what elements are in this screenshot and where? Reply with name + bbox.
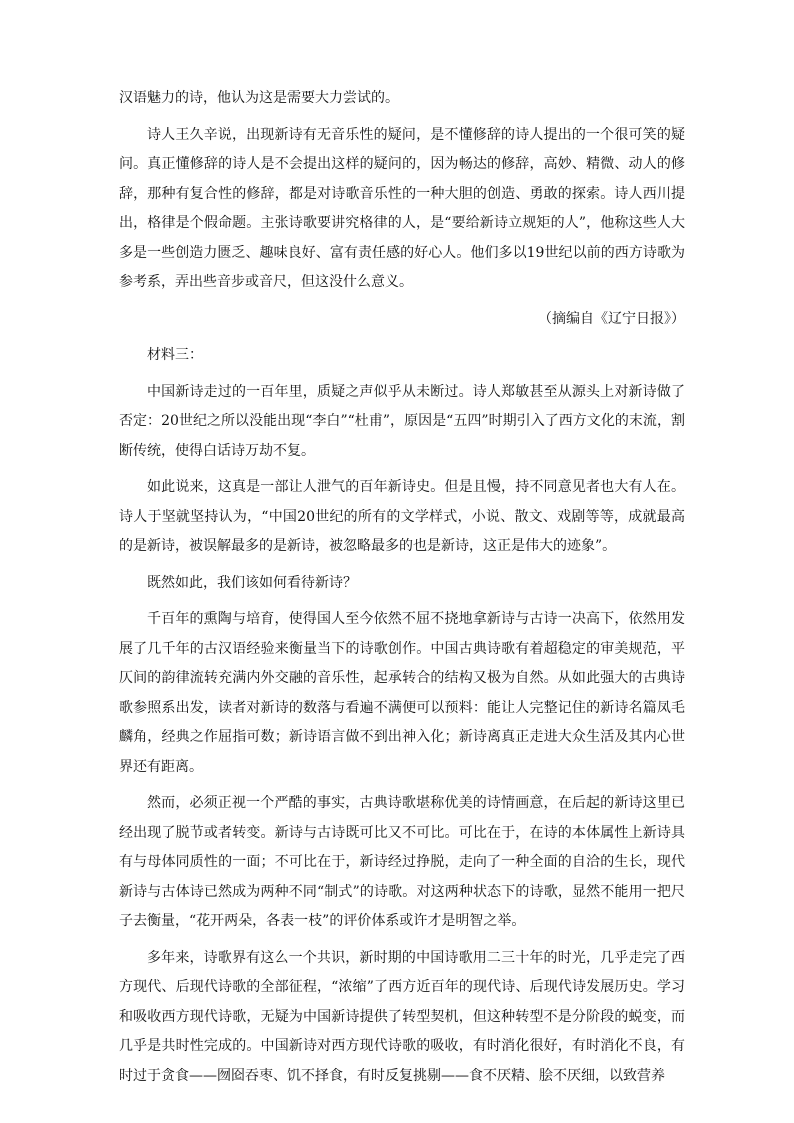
paragraph-8: 然而，必须正视一个严酷的事实，古典诗歌堪称优美的诗情画意，在后起的新诗这里已经出现了脱节或者转变。新诗与古诗既可比又不可比。可比在于，在诗的本体属性上新诗具有与母体同质性的一面；不可比在于，新诗经过挣脱，走向了一种全面的自洽的生长，现代新诗与古体诗已然成为两种不同“制式”的诗歌。对这两种状态下的诗歌，显然不能用一把尺子去衡量，“花开两朵，各表一枝”的评价体系或许才是明智之举。 — [119, 795, 685, 929]
paragraph-2: 诗人王久辛说，出现新诗有无音乐性的疑问，是不懂修辞的诗人提出的一个很可笑的疑问。真正懂修辞的诗人是不会提出这样的疑问的，因为畅达的修辞，高妙、精微、动人的修辞，那种有复合性的修辞，都是对诗歌音乐性的一种大胆的创造、勇敢的探索。诗人西川提出，格律是个假命题。主张诗歌要讲究格律的人，是“要给新诗立规矩的人”，他称这些人大多是一些创造力匮乏、趣味良好、富有责任感的好心人。他们多以19世纪以前的西方诗歌为参考系，弄出些音步或音尺，但这没什么意义。 — [119, 126, 685, 290]
paragraph-5: 如此说来，这真是一部让人泄气的百年新诗史。但是且慢，持不同意见者也大有人在。诗人于坚就坚持认为，“中国20世纪的所有的文学样式，小说、散文、戏剧等等，成就最高的是新诗，被误解最多的是新诗，被忽略最多的也是新诗，这正是伟大的迹象”。 — [119, 479, 685, 554]
paragraph-7: 千百年的熏陶与培育，使得国人至今依然不屈不挠地拿新诗与古诗一决高下，依然用发展了几千年的古汉语经验来衡量当下的诗歌创作。中国古典诗歌有着超稳定的审美规范，平仄间的韵律流转充满内外交融的音乐性，起承转合的结构又极为自然。从如此强大的古典诗歌参照系出发，读者对新诗的数落与看遍不满便可以预料：能让人完整记住的新诗名篇凤毛麟角，经典之作屈指可数；新诗语言做不到出神入化；新诗离真正走进大众生活及其内心世界还有距离。 — [119, 611, 685, 775]
paragraph-1: 汉语魅力的诗，他认为这是需要大力尝试的。 — [119, 90, 399, 106]
paragraph-6: 既然如此，我们该如何看待新诗？ — [147, 574, 357, 591]
material-three-heading: 材料三： — [147, 347, 203, 363]
source-citation: （摘编自《辽宁日报》） — [538, 310, 685, 327]
paragraph-4: 中国新诗走过的一百年里，质疑之声似乎从未断过。诗人郑敏甚至从源头上对新诗做了否定：20世纪之所以没能出现“李白”“杜甫”，原因是“五四”时期引入了西方文化的末流，割断传统，使得白话诗万劫不复。 — [119, 383, 685, 459]
paragraph-9: 多年来，诗歌界有这么一个共识，新时期的中国诗歌用二三十年的时光，几乎走完了西方现代、后现代诗歌的全部征程，“浓缩”了西方近百年的现代诗、后现代诗发展历史。学习和吸收西方现代诗歌，无疑为中国新诗提供了转型契机，但这种转型不是分阶段的蜕变，而几乎是共时性完成的。中国新诗对西方现代诗歌的吸收，有时消化很好，有时消化不良，有时过于贪食——囫囵吞枣、饥不择食，有时反复挑剔——食不厌精、脍不厌细，以致营养 — [119, 949, 685, 1084]
article-body — [119, 84, 685, 1091]
